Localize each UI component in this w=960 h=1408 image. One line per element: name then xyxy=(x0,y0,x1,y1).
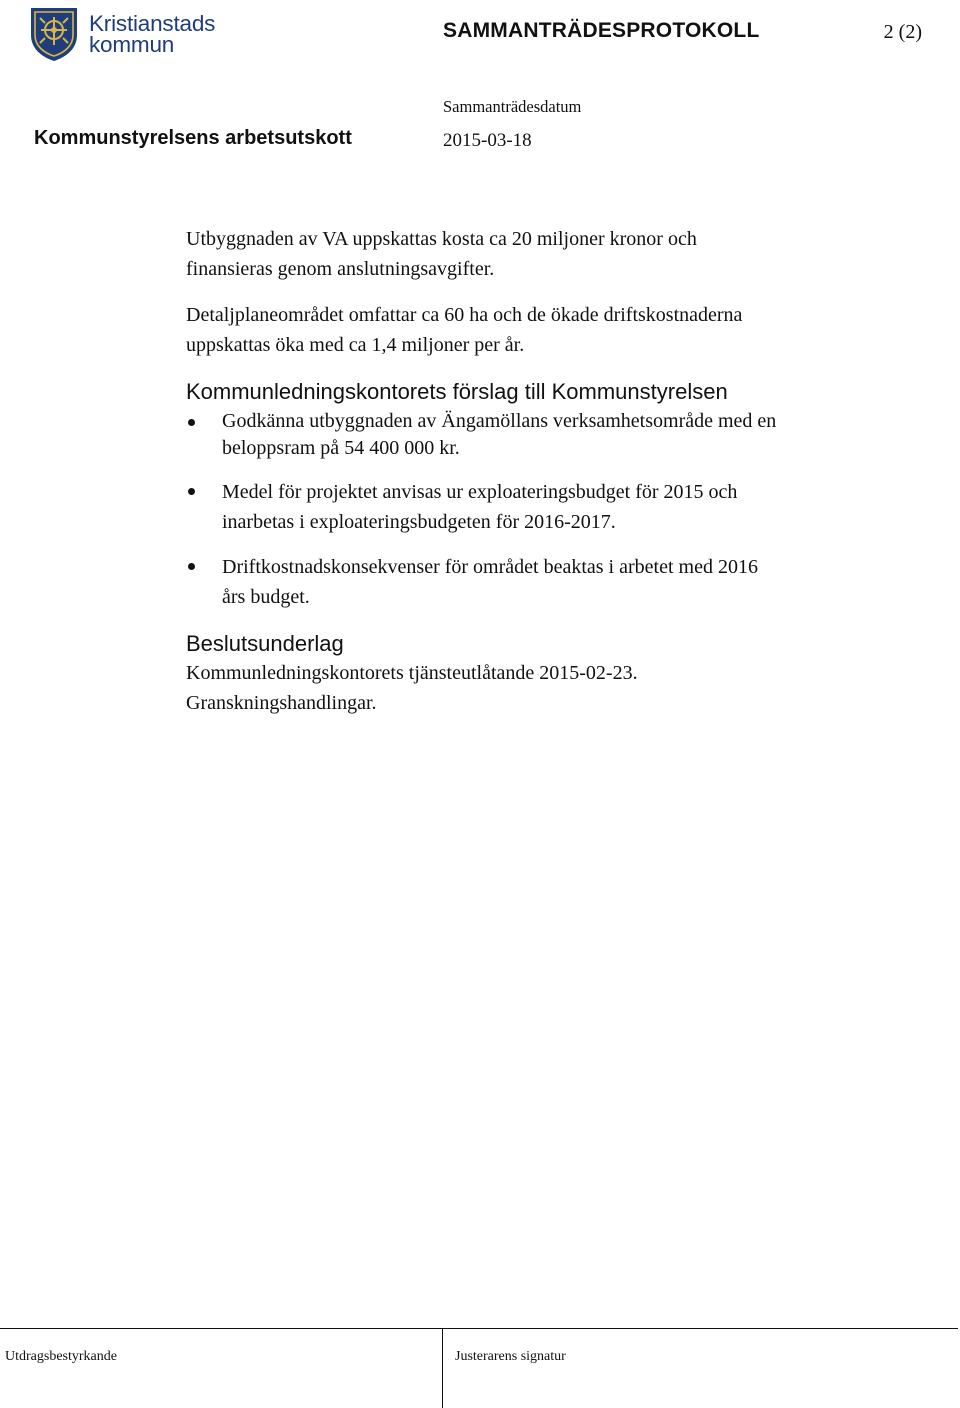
paragraph-line: Utbyggnaden av VA uppskattas kosta ca 20 miljoner kronor och xyxy=(186,228,697,250)
logo-line-2: kommun xyxy=(89,31,175,57)
basis-line: Granskningshandlingar. xyxy=(186,692,377,714)
list-item-line: inarbetas i exploateringsbudgeten för 2016-2017. xyxy=(222,511,616,533)
bullet-icon xyxy=(188,419,195,426)
bullet-icon xyxy=(188,488,195,495)
logo-line-1: Kristianstads xyxy=(89,10,216,36)
paragraph xyxy=(186,224,886,284)
meeting-date: 2015-03-18 xyxy=(443,130,532,151)
list-item xyxy=(186,408,886,462)
paragraph-line: finansieras genom anslutningsavgifter. xyxy=(186,258,495,280)
list-item-line: Driftkostnadskonsekvenser för området beaktas i arbetet med 2016 xyxy=(222,556,758,578)
list-item-line: Medel för projektet anvisas ur exploateringsbudget för 2015 och xyxy=(222,481,738,503)
committee-name: Kommunstyrelsens arbetsutskott xyxy=(34,127,352,149)
basis-text xyxy=(186,658,886,718)
basis-heading: Beslutsunderlag xyxy=(186,631,344,656)
footer-certification-label: Utdragsbestyrkande xyxy=(5,1349,117,1364)
proposal-heading: Kommunledningskontorets förslag till Kommunstyrelsen xyxy=(186,379,728,404)
proposal-list xyxy=(186,408,886,612)
paragraph-line: Detaljplaneområdet omfattar ca 60 ha och de ökade driftskostnaderna xyxy=(186,304,743,326)
list-item-line: års budget. xyxy=(222,586,310,608)
paragraph xyxy=(186,300,886,360)
list-item-line: beloppsram på 54 400 000 kr. xyxy=(222,437,460,459)
page-number: 2 (2) xyxy=(883,21,922,43)
municipality-logo xyxy=(28,5,215,62)
footer-signature-label: Justerarens signatur xyxy=(455,1349,566,1364)
list-item xyxy=(186,552,886,612)
list-item xyxy=(186,477,886,537)
document-body xyxy=(186,224,886,718)
logo-wordmark xyxy=(89,10,216,57)
paragraph-line: uppskattas öka med ca 1,4 miljoner per år. xyxy=(186,334,525,356)
bullet-icon xyxy=(188,563,195,570)
coat-of-arms-icon xyxy=(28,5,80,62)
footer-column-divider xyxy=(442,1328,443,1408)
basis-line: Kommunledningskontorets tjänsteutlåtande 2015-02-23. xyxy=(186,662,638,684)
list-item-line: Godkänna utbyggnaden av Ängamöllans verksamhetsområde med en xyxy=(222,410,777,432)
meeting-date-label: Sammanträdesdatum xyxy=(443,97,582,116)
footer-divider xyxy=(0,1328,958,1329)
document-type: SAMMANTRÄDESPROTOKOLL xyxy=(443,19,760,42)
